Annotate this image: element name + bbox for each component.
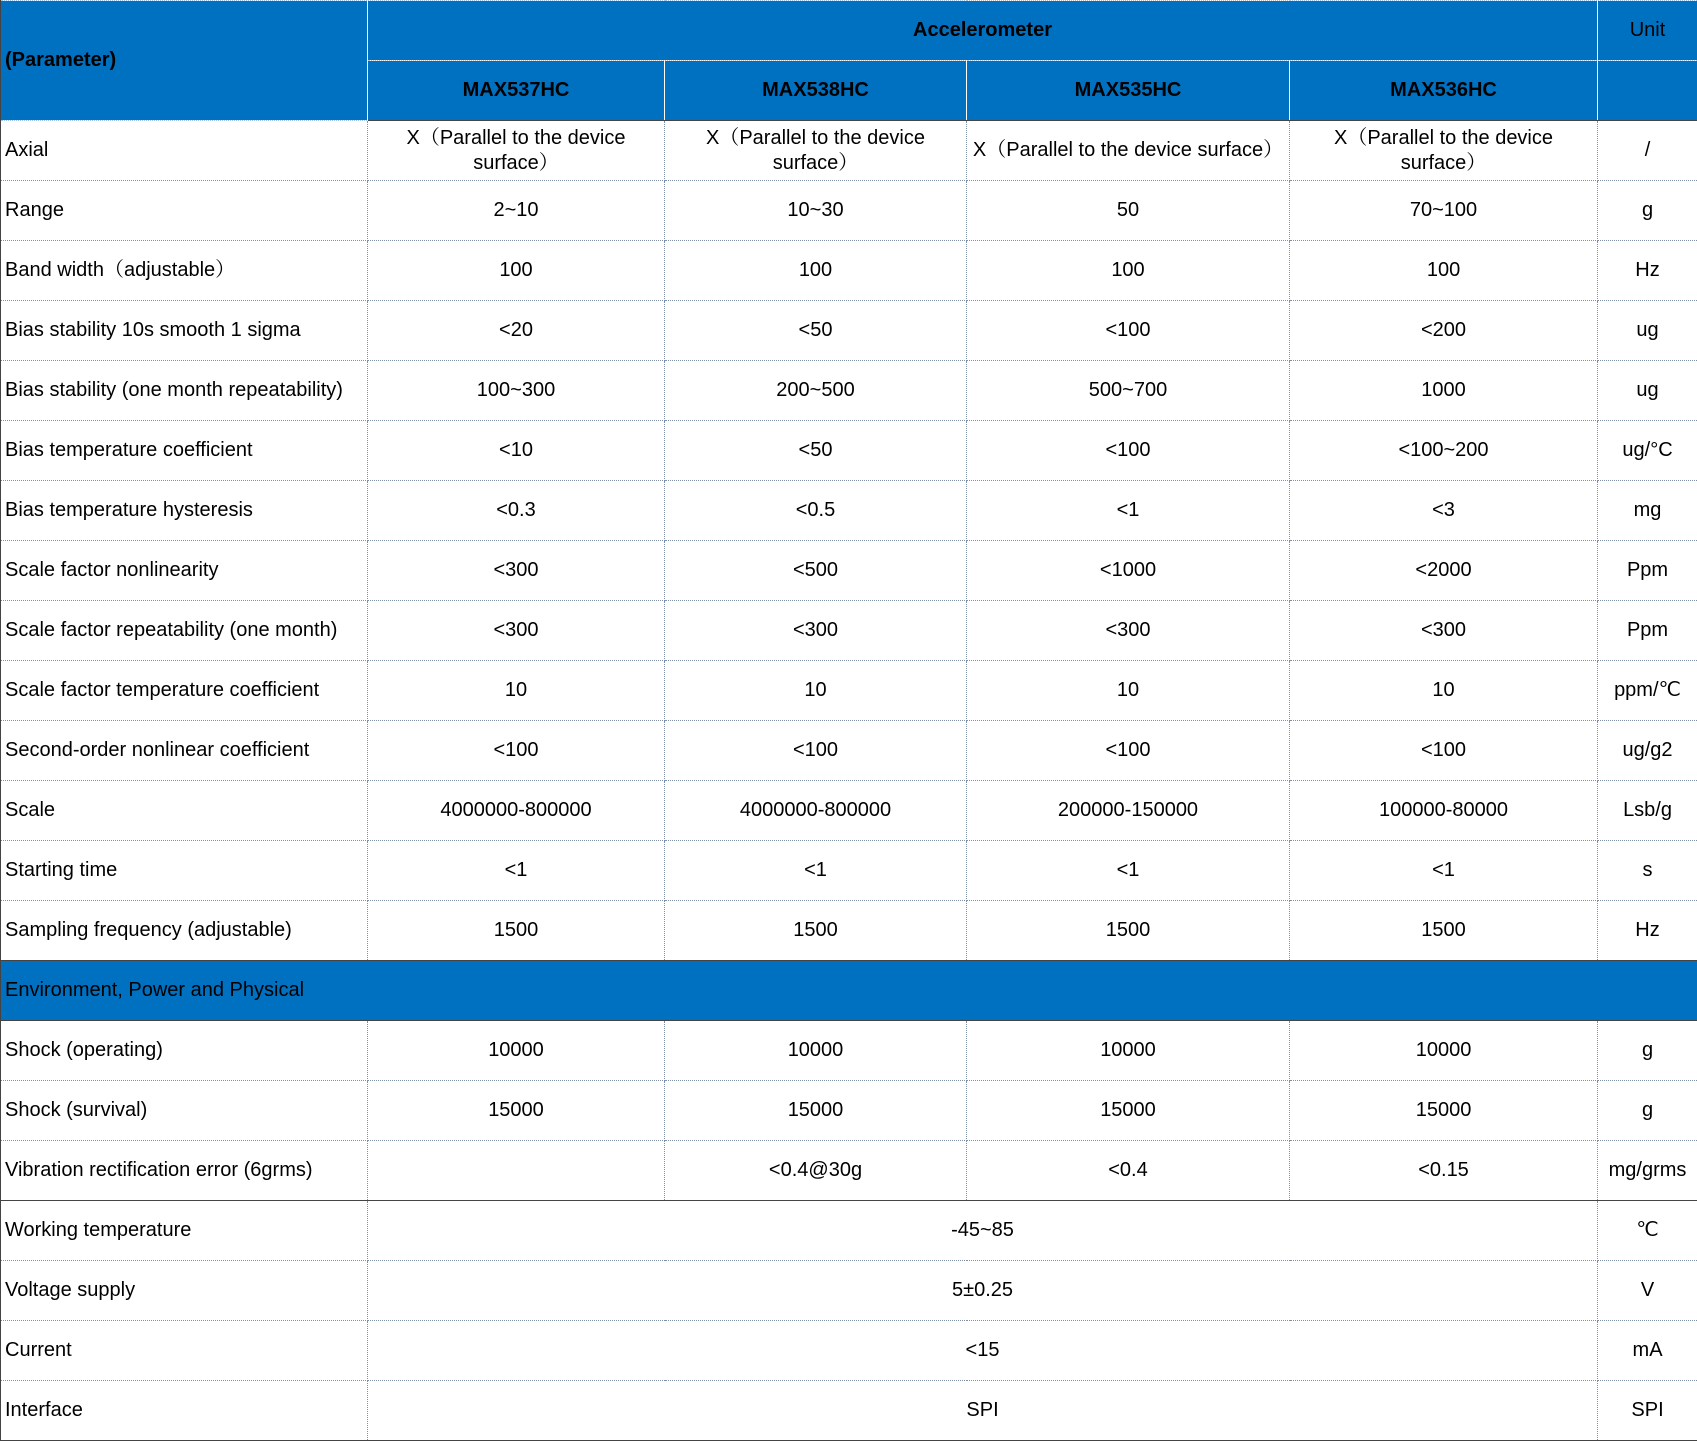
value-cell: <50 [665,301,967,361]
environment-rows [1,1021,1697,1201]
table-row [1,121,1697,181]
value-cell: X（Parallel to the device surface） [967,121,1290,181]
unit-header-blank [1598,61,1697,121]
value-cell: <300 [665,601,967,661]
table-row [1,301,1697,361]
table-row [1,721,1697,781]
value-cell [368,1141,665,1201]
unit-cell: mg [1598,481,1697,541]
value-cell: 10000 [665,1021,967,1081]
table-row [1,1021,1697,1081]
table-row [1,361,1697,421]
value-cell: 10 [368,661,665,721]
unit-cell: ppm/℃ [1598,661,1697,721]
value-cell: <100 [1290,721,1598,781]
value-cell: 4000000-800000 [665,781,967,841]
table-row [1,601,1697,661]
value-cell: <10 [368,421,665,481]
value-cell: <0.5 [665,481,967,541]
header-row-group [1,1,1697,61]
value-cell: 100 [1290,241,1598,301]
unit-cell: mA [1598,1321,1697,1381]
unit-cell: Hz [1598,241,1697,301]
accelerometer-rows [1,121,1697,961]
unit-cell: ug [1598,301,1697,361]
value-cell: <2000 [1290,541,1598,601]
value-cell: <3 [1290,481,1598,541]
table-row [1,901,1697,961]
table-row [1,1381,1697,1441]
value-cell: X（Parallel to the device surface） [665,121,967,181]
unit-cell: Hz [1598,901,1697,961]
table-row [1,1081,1697,1141]
value-cell: <200 [1290,301,1598,361]
table-row [1,421,1697,481]
value-cell: <300 [368,541,665,601]
value-cell: <100 [665,721,967,781]
value-cell: 100 [368,241,665,301]
parameter-cell: Interface [1,1381,368,1441]
model-header: MAX536HC [1290,61,1598,121]
parameter-cell: Shock (operating) [1,1021,368,1081]
model-header: MAX538HC [665,61,967,121]
value-cell: 2~10 [368,181,665,241]
section-title: Environment, Power and Physical [1,961,1697,1021]
value-cell: 10~30 [665,181,967,241]
table-row [1,1321,1697,1381]
parameter-cell: Scale factor nonlinearity [1,541,368,601]
value-cell: 50 [967,181,1290,241]
unit-cell: g [1598,1081,1697,1141]
value-cell: <15 [368,1321,1598,1381]
parameter-cell: Range [1,181,368,241]
unit-header: Unit [1598,1,1697,61]
parameter-cell: Scale [1,781,368,841]
span-rows [1,1201,1697,1441]
table-row [1,1201,1697,1261]
table-row [1,1141,1697,1201]
unit-cell: / [1598,121,1697,181]
value-cell: <1 [967,481,1290,541]
value-cell: X（Parallel to the device surface） [368,121,665,181]
value-cell: <0.4 [967,1141,1290,1201]
value-cell: <1 [967,841,1290,901]
value-cell: 200000-150000 [967,781,1290,841]
value-cell: <50 [665,421,967,481]
unit-cell: g [1598,181,1697,241]
unit-cell: s [1598,841,1697,901]
parameter-cell: Scale factor repeatability (one month) [1,601,368,661]
value-cell: 100 [665,241,967,301]
value-cell: 4000000-800000 [368,781,665,841]
value-cell: 10000 [967,1021,1290,1081]
value-cell: 10 [665,661,967,721]
value-cell: 15000 [665,1081,967,1141]
value-cell: 15000 [368,1081,665,1141]
unit-cell: Ppm [1598,601,1697,661]
section-row [1,961,1697,1021]
value-cell: X（Parallel to the device surface） [1290,121,1598,181]
value-cell: <0.4@30g [665,1141,967,1201]
unit-cell: V [1598,1261,1697,1321]
parameter-cell: Bias temperature hysteresis [1,481,368,541]
value-cell: <1000 [967,541,1290,601]
value-cell: 100~300 [368,361,665,421]
parameter-cell: Voltage supply [1,1261,368,1321]
value-cell: 500~700 [967,361,1290,421]
value-cell: <100 [967,421,1290,481]
value-cell: 1500 [368,901,665,961]
parameter-cell: Axial [1,121,368,181]
value-cell: <100 [368,721,665,781]
unit-cell: g [1598,1021,1697,1081]
parameter-cell: Bias stability (one month repeatability) [1,361,368,421]
value-cell: <100 [967,301,1290,361]
value-cell: 100000-80000 [1290,781,1598,841]
value-cell: 10000 [1290,1021,1598,1081]
value-cell: 10 [1290,661,1598,721]
model-header: MAX535HC [967,61,1290,121]
unit-cell: ug [1598,361,1697,421]
value-cell: 1500 [967,901,1290,961]
parameter-cell: Sampling frequency (adjustable) [1,901,368,961]
value-cell: 1500 [1290,901,1598,961]
unit-cell: ℃ [1598,1201,1697,1261]
value-cell: <100 [967,721,1290,781]
unit-cell: ug/g2 [1598,721,1697,781]
parameter-cell: Band width（adjustable） [1,241,368,301]
value-cell: <20 [368,301,665,361]
value-cell: <300 [967,601,1290,661]
value-cell: <1 [665,841,967,901]
value-cell: 200~500 [665,361,967,421]
value-cell: 70~100 [1290,181,1598,241]
value-cell: 15000 [1290,1081,1598,1141]
parameter-cell: Working temperature [1,1201,368,1261]
unit-cell: SPI [1598,1381,1697,1441]
value-cell: 1000 [1290,361,1598,421]
parameter-cell: Bias stability 10s smooth 1 sigma [1,301,368,361]
value-cell: <1 [368,841,665,901]
unit-cell: Lsb/g [1598,781,1697,841]
value-cell: 15000 [967,1081,1290,1141]
unit-cell: Ppm [1598,541,1697,601]
value-cell: <100~200 [1290,421,1598,481]
table-row [1,781,1697,841]
parameter-cell: Vibration rectification error (6grms) [1,1141,368,1201]
table-row [1,841,1697,901]
table-row [1,1261,1697,1321]
value-cell: <0.15 [1290,1141,1598,1201]
table-row [1,481,1697,541]
unit-cell: mg/grms [1598,1141,1697,1201]
value-cell: <500 [665,541,967,601]
value-cell: 10000 [368,1021,665,1081]
value-cell: 1500 [665,901,967,961]
table-row [1,241,1697,301]
parameter-cell: Scale factor temperature coefficient [1,661,368,721]
value-cell: <1 [1290,841,1598,901]
table-row [1,541,1697,601]
value-cell: <0.3 [368,481,665,541]
value-cell: 5±0.25 [368,1261,1598,1321]
parameter-cell: Current [1,1321,368,1381]
table-row [1,661,1697,721]
value-cell: 100 [967,241,1290,301]
parameter-header: (Parameter) [1,1,368,121]
accelerometer-header: Accelerometer [368,1,1598,61]
model-header: MAX537HC [368,61,665,121]
value-cell: 10 [967,661,1290,721]
value-cell: <300 [368,601,665,661]
value-cell: <300 [1290,601,1598,661]
unit-cell: ug/°C [1598,421,1697,481]
value-cell: -45~85 [368,1201,1598,1261]
parameter-cell: Starting time [1,841,368,901]
parameter-cell: Shock (survival) [1,1081,368,1141]
value-cell: SPI [368,1381,1598,1441]
parameter-cell: Second-order nonlinear coefficient [1,721,368,781]
parameter-cell: Bias temperature coefficient [1,421,368,481]
table-row [1,181,1697,241]
